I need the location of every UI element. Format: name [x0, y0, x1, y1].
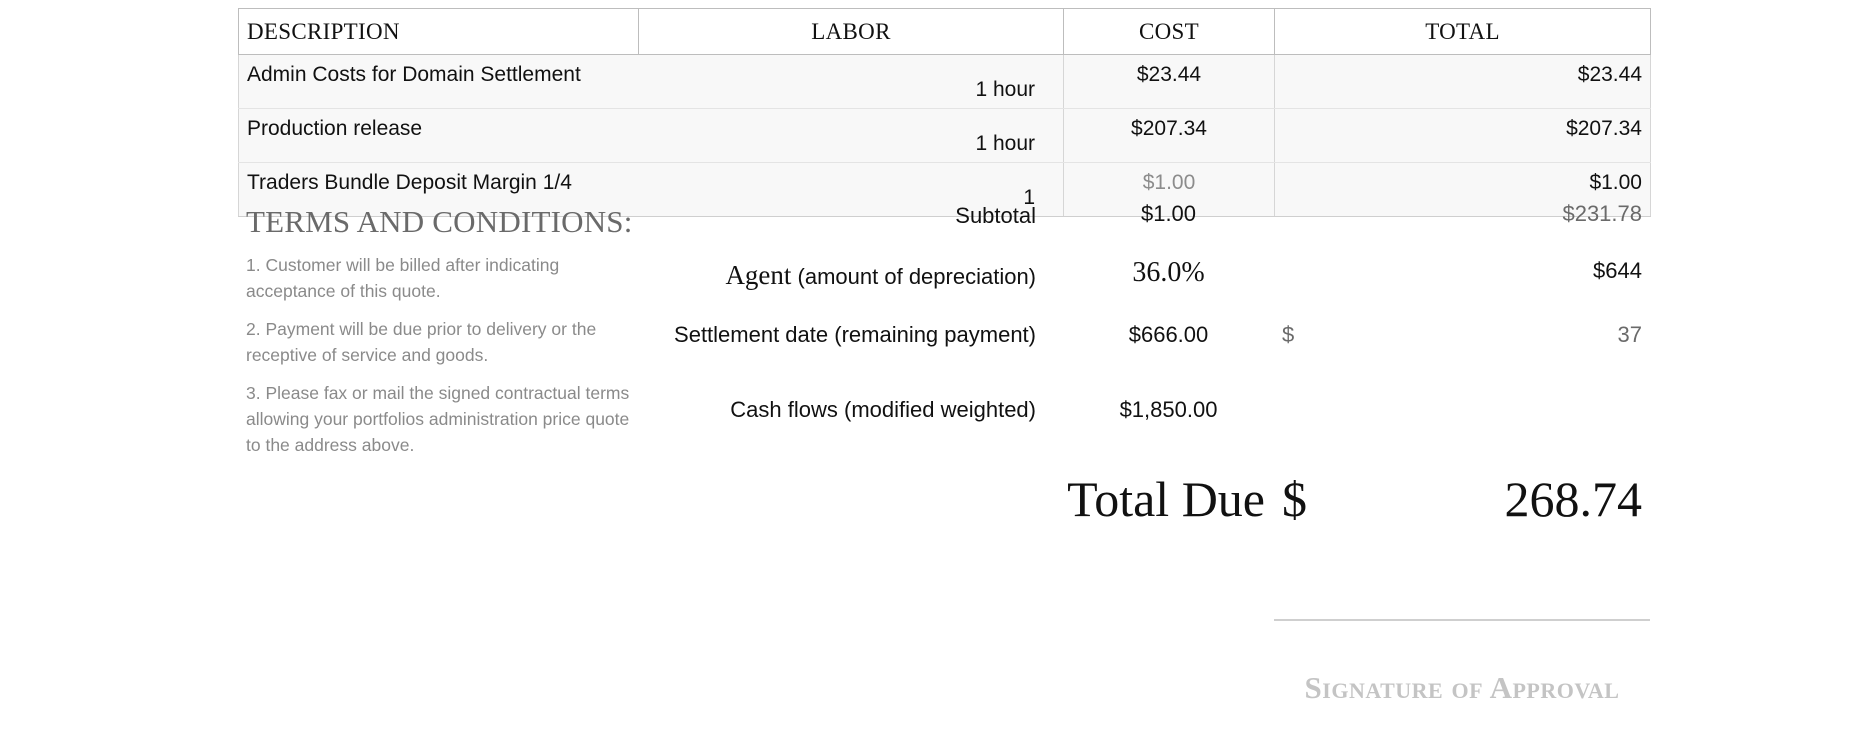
- line-items-table: [238, 8, 1651, 217]
- row-labor: 1: [639, 163, 1064, 217]
- settlement-cost: $666.00: [1128, 322, 1209, 347]
- terms-item: 2. Payment will be due prior to delivery or the receptive of service and goods.: [246, 319, 597, 365]
- row-labor: 1 hour: [639, 55, 1064, 109]
- subtotal-total: $231.78: [1562, 201, 1642, 226]
- row-cost: $207.34: [1064, 109, 1275, 163]
- header-cost: COST: [1064, 9, 1275, 55]
- agent-total: $644: [1593, 258, 1642, 283]
- settlement-total: 37: [1617, 322, 1642, 347]
- row-description: Traders Bundle Deposit Margin 1/4: [239, 163, 639, 217]
- row-description: Production release: [239, 109, 639, 163]
- signature-line: [1274, 619, 1650, 621]
- terms-title: TERMS AND CONDITIONS:: [246, 204, 633, 239]
- header-description: DESCRIPTION: [239, 9, 639, 55]
- table-row: [239, 55, 1651, 109]
- quote-sheet: [238, 8, 1650, 705]
- terms-item: 3. Please fax or mail the signed contractual terms allowing your portfolios administration price quote to the address above.: [246, 383, 630, 455]
- row-cost: $1.00: [1064, 163, 1275, 217]
- row-description: Admin Costs for Domain Settlement: [239, 55, 639, 109]
- terms-item: 1. Customer will be billed after indicating acceptance of this quote.: [246, 255, 560, 301]
- table-header-row: [239, 9, 1651, 55]
- header-labor: LABOR: [639, 9, 1064, 55]
- total-due-label: Total Due: [1067, 471, 1265, 527]
- terms-and-conditions: [246, 204, 636, 470]
- agent-cost: 36.0%: [1132, 257, 1205, 288]
- settlement-label: Settlement date (remaining payment): [674, 322, 1036, 347]
- row-total: $1.00: [1275, 163, 1651, 217]
- signature-label: Signature of Approval: [1304, 670, 1620, 705]
- agent-label: [725, 260, 1036, 291]
- row-labor: 1 hour: [639, 109, 1064, 163]
- subtotal-label: Subtotal: [955, 203, 1036, 228]
- row-total: $23.44: [1275, 55, 1651, 109]
- row-cost: $23.44: [1064, 55, 1275, 109]
- header-total: TOTAL: [1275, 9, 1651, 55]
- cash-flows-cost: $1,850.00: [1119, 397, 1218, 422]
- cash-flows-label: Cash flows (modified weighted): [730, 397, 1036, 422]
- subtotal-cost: $1.00: [1140, 201, 1197, 226]
- row-total: $207.34: [1275, 109, 1651, 163]
- settlement-currency: $: [1282, 322, 1295, 347]
- agent-label-word: Agent: [725, 260, 792, 290]
- total-due-amount: 268.74: [1504, 471, 1642, 527]
- table-row: [239, 109, 1651, 163]
- agent-label-rest: (amount of depreciation): [791, 264, 1036, 289]
- total-due-currency: $: [1282, 471, 1307, 527]
